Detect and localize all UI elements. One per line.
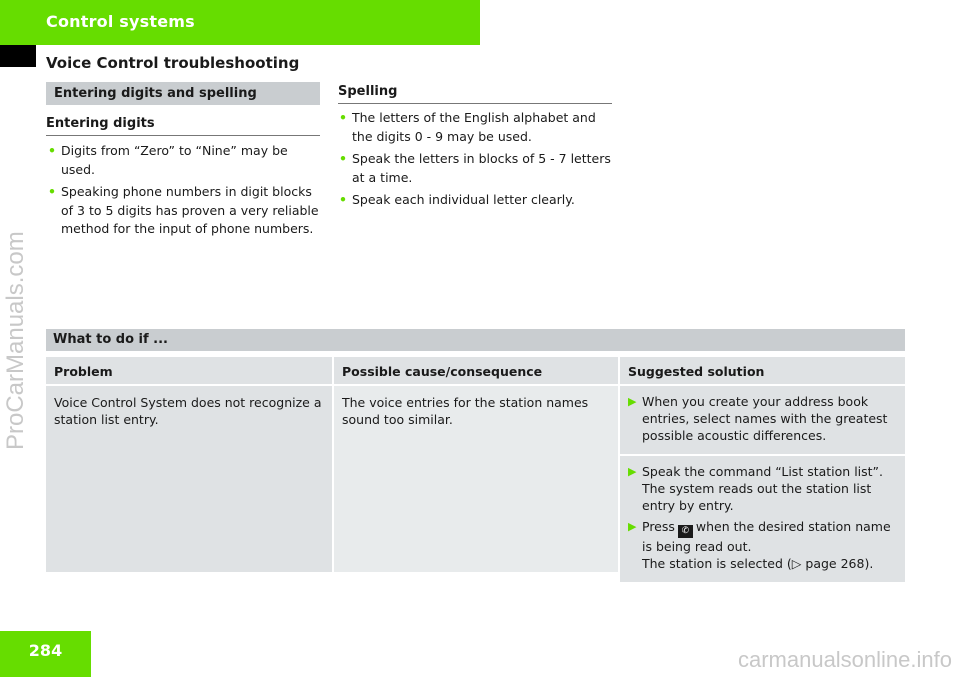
- list-item: • Speak the letters in blocks of 5 - 7 letters at a time.: [339, 151, 611, 185]
- solution-step: ▶ When you create your address book entries, select names with the greatest possible acoustic differences.: [628, 394, 888, 443]
- spelling-bullet-list: [339, 109, 617, 214]
- step-result: The station is selected (▷ page 268).: [642, 556, 874, 571]
- cause-cell: The voice entries for the station names sound too similar.: [332, 386, 618, 572]
- list-item: • Digits from “Zero” to “Nine” may be used.: [48, 143, 288, 177]
- solution-step: ▶ Speak the command “List station list”. The system reads out the station list entry by entry.: [628, 464, 883, 513]
- bullet-dot: •: [48, 184, 56, 199]
- solution-step: ▶ Press ✆ when the desired station name is being read out. The station is selected (▷ page 268).: [628, 518, 899, 572]
- problem-cell: Voice Control System does not recognize a station list entry.: [46, 386, 332, 572]
- bullet-dot: •: [339, 192, 347, 207]
- subheading-entering-digits: Entering digits: [46, 116, 320, 136]
- page-ref-marker: ▷: [791, 556, 802, 571]
- bullet-dot: •: [339, 151, 347, 166]
- page-ref[interactable]: page 268: [805, 556, 865, 571]
- list-item: • The letters of the English alphabet and the digits 0 - 9 may be used.: [339, 110, 596, 144]
- phone-key-icon: ✆: [678, 525, 693, 538]
- side-watermark: ProCarManuals.com: [2, 231, 29, 450]
- triangle-right-icon: ▶: [628, 465, 637, 478]
- bullet-dot: •: [339, 110, 347, 125]
- table-header-row: [46, 357, 905, 384]
- triangle-right-icon: ▶: [628, 395, 637, 408]
- footer-watermark: carmanualsonline.info: [737, 647, 952, 672]
- boxed-heading: Entering digits and spelling: [46, 82, 320, 105]
- page-number-box: [0, 631, 91, 677]
- table-row: [46, 386, 905, 572]
- subheading-spelling: Spelling: [338, 84, 612, 104]
- list-item: • Speak each individual letter clearly.: [339, 191, 617, 210]
- header-solution: Suggested solution: [618, 357, 904, 384]
- chapter-title: Control systems: [46, 12, 195, 31]
- page-number: 284: [28, 641, 63, 660]
- solution-block-1: [620, 386, 905, 454]
- solution-cell: [618, 386, 905, 572]
- bullet-dot: •: [48, 143, 56, 158]
- triangle-right-icon: ▶: [628, 520, 637, 533]
- list-item: • Speaking phone numbers in digit blocks of 3 to 5 digits has proven a very reliable method for the input of phone numbers.: [48, 184, 319, 236]
- header-cause: Possible cause/consequence: [332, 357, 618, 384]
- header-problem: Problem: [54, 364, 113, 379]
- chapter-tab-marker: [0, 45, 36, 67]
- table-title: What to do if ...: [46, 329, 905, 351]
- solution-block-2: [620, 456, 905, 582]
- header-bar: [0, 0, 480, 45]
- digits-bullet-list: [48, 142, 322, 243]
- section-title: Voice Control troubleshooting: [46, 54, 300, 72]
- troubleshooting-table: [46, 329, 905, 572]
